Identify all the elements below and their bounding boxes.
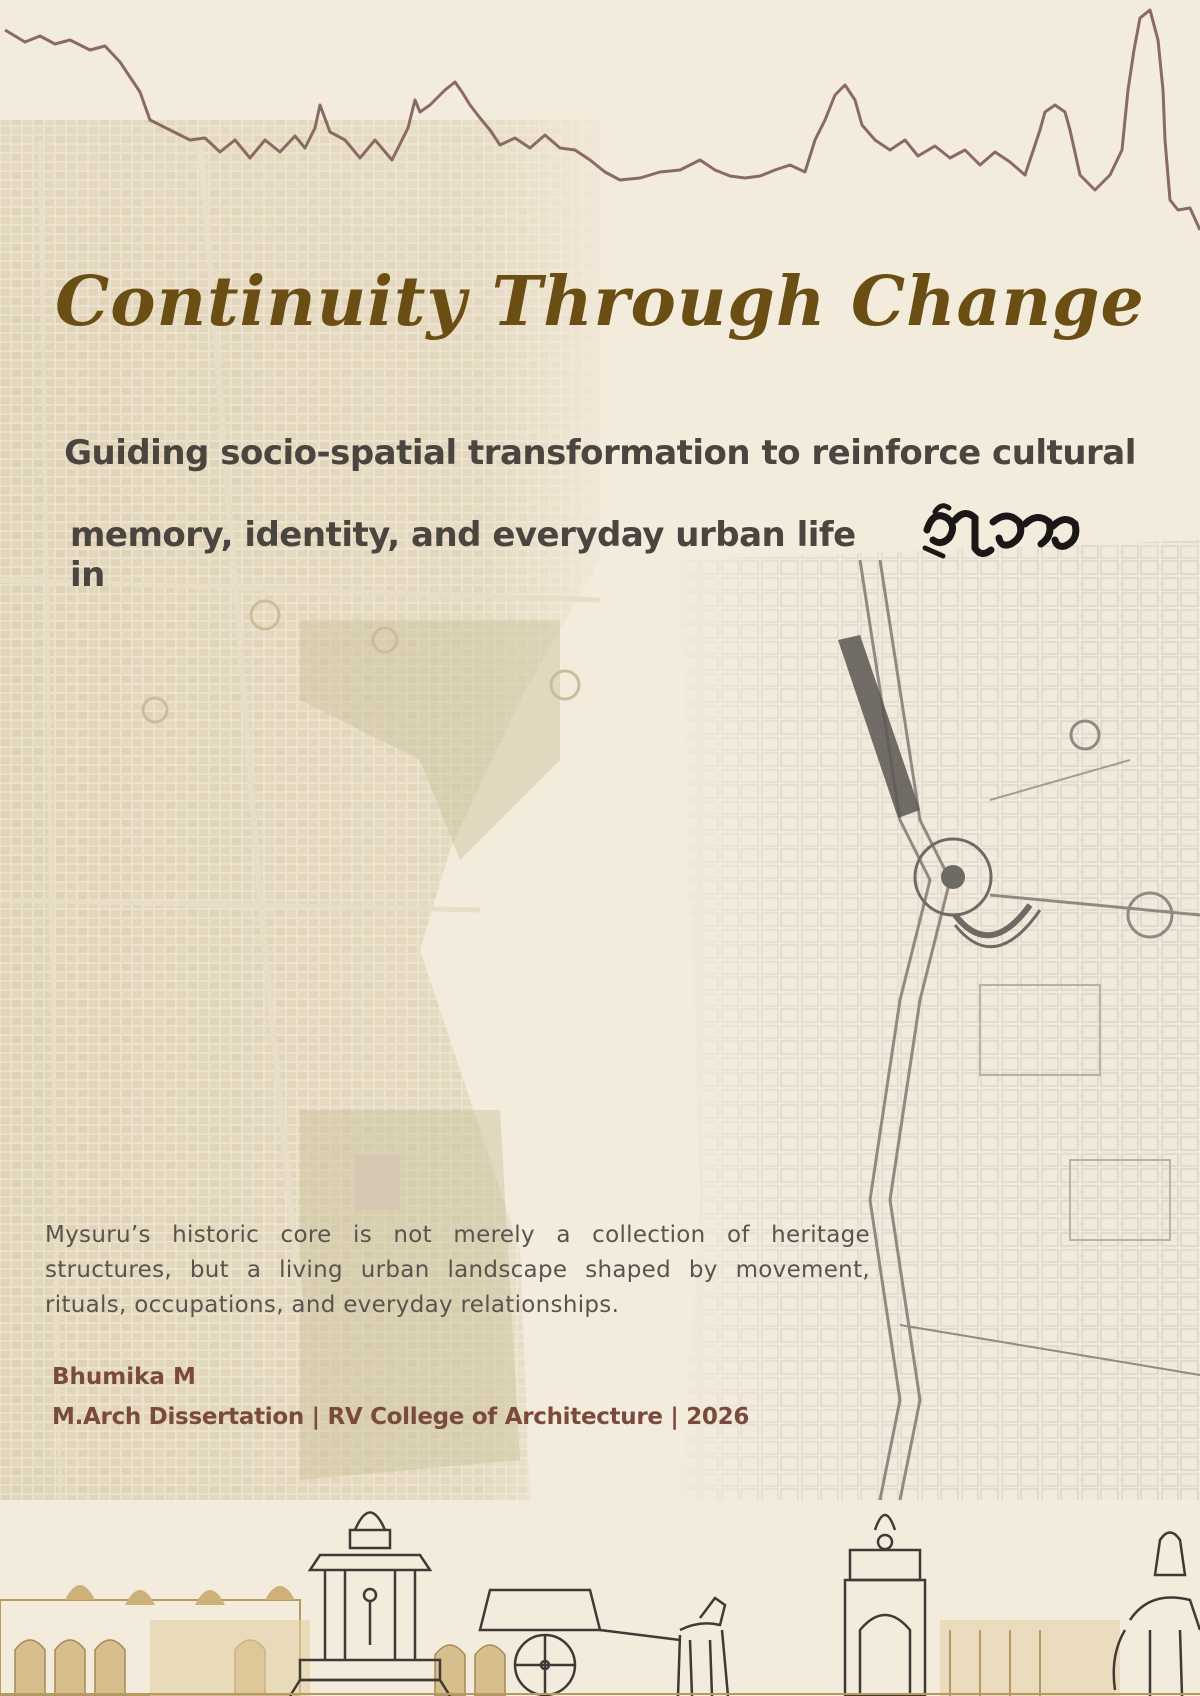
mysuru-kannada-logo [915,500,1085,562]
subtitle-line-2: memory, identity, and everyday urban life in [70,515,856,595]
description-paragraph: Mysuru’s historic core is not merely a collection of heritage structures, but a living urban landscape shaped by movement, rituals, occupations, and everyday relationships. [45,1222,870,1318]
subtitle-line-1: Guiding socio-spatial transformation to reinforce cultural [64,433,1136,473]
author-name: Bhumika M [52,1364,196,1390]
palace-skyline-outline [0,0,1200,240]
cover-title: Continuity Through Change [55,262,1145,342]
heritage-monuments-illustration [0,1480,1200,1696]
author-affiliation: M.Arch Dissertation | RV College of Architecture | 2026 [52,1404,750,1430]
